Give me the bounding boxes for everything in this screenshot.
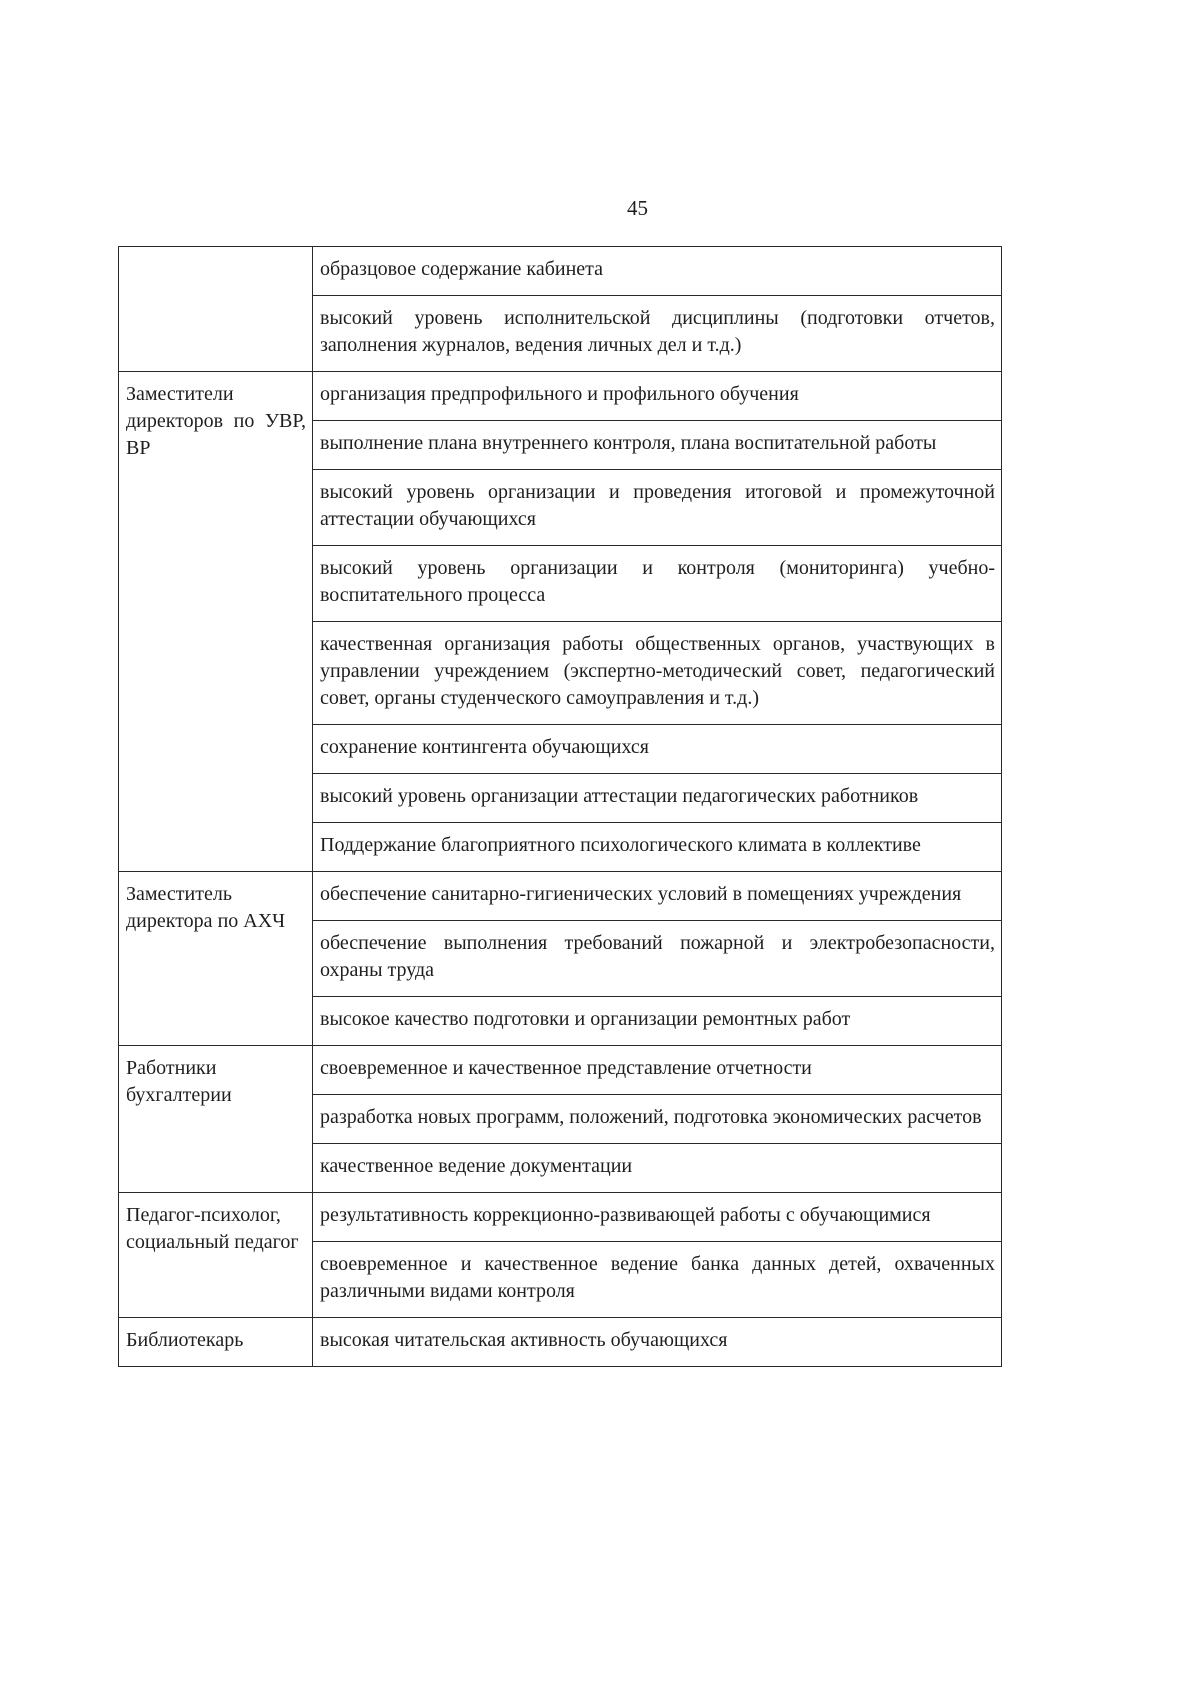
role-cell xyxy=(119,247,313,372)
table-row xyxy=(119,1046,1002,1095)
criterion-cell: высокое качество подготовки и организации ремонтных работ xyxy=(313,997,1002,1046)
criterion-cell: своевременное и качественное представление отчетности xyxy=(313,1046,1002,1095)
criterion-cell: высокий уровень организации аттестации педагогических работников xyxy=(313,774,1002,823)
role-cell: Педагог-психолог, социальный педагог xyxy=(119,1193,313,1318)
criterion-cell: обеспечение санитарно-гигиенических условий в помещениях учреждения xyxy=(313,872,1002,921)
table-row xyxy=(119,1193,1002,1242)
criterion-cell: результативность коррекционно-развивающей работы с обучающимися xyxy=(313,1193,1002,1242)
criterion-cell: образцовое содержание кабинета xyxy=(313,247,1002,296)
table-row xyxy=(119,247,1002,296)
criterion-cell: сохранение контингента обучающихся xyxy=(313,725,1002,774)
role-cell: Библиотекарь xyxy=(119,1318,313,1367)
role-cell: Заместитель директора по АХЧ xyxy=(119,872,313,1046)
criterion-cell: обеспечение выполнения требований пожарной и электробезопасности, охраны труда xyxy=(313,921,1002,997)
criterion-cell: Поддержание благоприятного психологического климата в коллективе xyxy=(313,823,1002,872)
criterion-cell: разработка новых программ, положений, подготовка экономических расчетов xyxy=(313,1095,1002,1144)
table-row xyxy=(119,872,1002,921)
criteria-table xyxy=(118,246,1002,1367)
criterion-cell: качественная организация работы общественных органов, участвующих в управлении учреждением (экспертно-методический совет, педагогический совет, органы студенческого самоуправления и т.д.) xyxy=(313,622,1002,725)
criterion-cell: высокая читательская активность обучающихся xyxy=(313,1318,1002,1367)
role-cell: Заместители директоров по УВР, ВР xyxy=(119,372,313,872)
criterion-cell: высокий уровень исполнительской дисциплины (подготовки отчетов, заполнения журналов, ведения личных дел и т.д.) xyxy=(313,296,1002,372)
role-cell: Работники бухгалтерии xyxy=(119,1046,313,1193)
criterion-cell: качественное ведение документации xyxy=(313,1144,1002,1193)
page-number: 45 xyxy=(627,196,648,220)
table-row xyxy=(119,1318,1002,1367)
criterion-cell: высокий уровень организации и проведения итоговой и промежуточной аттестации обучающихся xyxy=(313,470,1002,546)
criterion-cell: высокий уровень организации и контроля (мониторинга) учебно-воспитательного процесса xyxy=(313,546,1002,622)
table-row xyxy=(119,372,1002,421)
criterion-cell: организация предпрофильного и профильного обучения xyxy=(313,372,1002,421)
criterion-cell: выполнение плана внутреннего контроля, плана воспитательной работы xyxy=(313,421,1002,470)
criterion-cell: своевременное и качественное ведение банка данных детей, охваченных различными видами контроля xyxy=(313,1242,1002,1318)
